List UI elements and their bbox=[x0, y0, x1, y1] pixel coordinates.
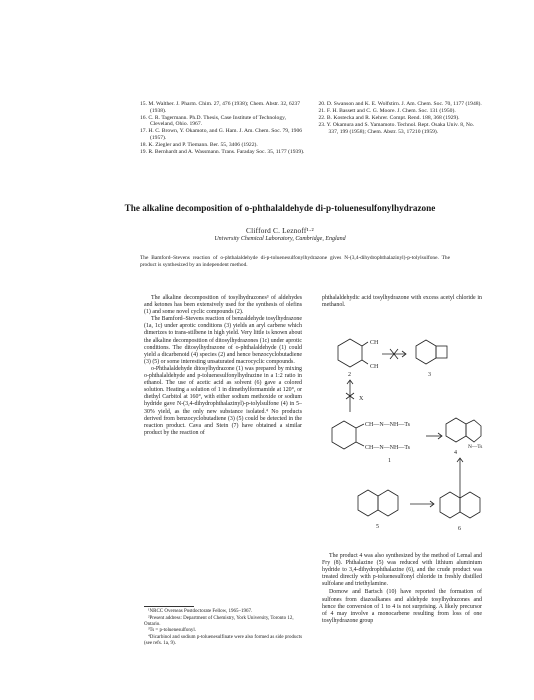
compound-label: CH bbox=[370, 340, 379, 346]
references-block bbox=[140, 101, 485, 156]
footnote: ¹NRCC Overseas Postdoctorate Fellow, 1965–1967. bbox=[148, 609, 253, 614]
benzene-ring-4 bbox=[446, 418, 466, 442]
reference-item: 17. H. C. Brown, Y. Okamoto, and G. Ham. J. Am. Chem. Soc. 79, 1906 (1957). bbox=[140, 128, 304, 141]
compound-label: CH bbox=[370, 364, 379, 370]
compound-label: CH—N—NH—Ts bbox=[365, 422, 410, 428]
reference-item: 19. R. Bernhardt and A. Wassmann. Trans. Faraday Soc. 35, 1177 (1939). bbox=[140, 148, 305, 155]
body-right-column-top bbox=[322, 295, 482, 309]
body-paragraph: phthalaldehydic acid tosylhydrazone with excess acetyl chloride in methanol. bbox=[322, 295, 482, 309]
article-title: The alkaline decomposition of o-phthalaldehyde di-p-toluenesulfonylhydrazone bbox=[124, 203, 436, 213]
compound-number: 5 bbox=[376, 524, 379, 530]
body-paragraph: The alkaline decomposition of tosylhydrazones³ of aldehydes and ketones has been extensively used for the synthesis of olefins (1) and some novel cyclic compounds (2). bbox=[144, 295, 302, 316]
abstract: The Bamford–Stevens reaction of o-phthalaldehyde di-p-toluenesulfonylhydrazone gives N-(3,4-dihydrophthalazinyl)-p-tolylsulfone. The product is synthesized by an independent method. bbox=[140, 255, 450, 268]
compound-label: N—Ts bbox=[468, 444, 483, 450]
benzene-ring-2 bbox=[338, 339, 362, 367]
body-paragraph: o-Phthalaldehyde ditosylhydrazone (1) was prepared by mixing o-phthalaldehyde and p-toluenesulfonylhydrazine in a 1:2 ratio in ethanol. The use of acetic acid as solvent (6) gave a colored solution. Heating a solution of 1 in dimethylformamide at 120°, or diethyl Carbitol at 160°, with either sodium methoxide or sodium hydride gave N-(3,4-dihydrophthalazinyl)-p-tolylsulfone (4) in 5–30% yield, as the only new substance isolated.⁴ No products derived from benzocyclobutadiene (3) (5) could be detected in the reaction product. Cava and Stein (7) have obtained a similar product by the reaction of bbox=[144, 365, 302, 436]
compound-number: 1 bbox=[388, 458, 391, 464]
benzene-ring-5 bbox=[358, 490, 378, 516]
reference-item: 21. F. H. Bassett and C. G. Moore. J. Chem. Soc. 131 (1950). bbox=[318, 107, 456, 114]
compound-label: CH—N—NH—Ts bbox=[365, 445, 410, 451]
reference-item: 16. C. R. Tagermann. Ph.D. Thesis, Case Institute of Technology, Cleveland, Ohio. 1967. bbox=[140, 114, 288, 128]
body-paragraph: The Bamford–Stevens reaction of benzaldehyde tosylhydrazone (1a, 1c) under aprotic conditions (3) yields an aryl carbene which dimerizes to trans-stilbene in high yield. Very little is known about the alkaline decomposition of ditosylhydrazones (1c) under aprotic conditions. The ditosylhydrazone of o-phthalaldehyde (1) could yield a dicarbenoid (4) species (2) and hence benzocyclobutadiene (3) (5) or some interesting unsaturated macrocyclic compounds. bbox=[144, 316, 302, 365]
reference-item: 15. M. Walther. J. Pharm. Chim. 27, 476 (1938); Chem. Abstr. 32, 6237 (1938). bbox=[140, 101, 302, 114]
reference-item: 18. K. Ziegler and P. Tiemann. Ber. 55, 3406 (1922). bbox=[140, 141, 258, 148]
reference-item: 20. D. Swanson and K. E. Wolfstirn. J. Am. Chem. Soc. 70, 1177 (1948). bbox=[318, 101, 482, 107]
compound-label: X bbox=[359, 396, 364, 402]
footnote: ²Present address: Department of Chemistry, York University, Toronto 12, Ontario. bbox=[144, 615, 294, 627]
body-paragraph: Dornow and Bartsch (10) have reported the formation of sulfones from diazoalkanes and aldehyde tosylhydrazones and hence the conversion of 1 to 4 is not surprising. A likely precursor of 4 may involve a monocarbene resulting from loss of one tosylhydrazone group bbox=[322, 589, 482, 624]
footnote: ⁴Dicarbinol and sodium p-toluenesulfinate were also formed as side products (see refs. 1a, 9). bbox=[144, 634, 303, 646]
benzene-ring-6 bbox=[440, 492, 460, 518]
reference-item: 23. Y. Okamura and S. Yamamoto. Technol. Rept. Osaka Univ. 8, No. 337, 199 (1958); Chem. Abstr. 53, 17210 (1959). bbox=[318, 121, 476, 135]
compound-number: 4 bbox=[454, 450, 457, 456]
references-left-column bbox=[140, 101, 307, 156]
author-name: Clifford C. Leznoff¹·² bbox=[246, 226, 314, 235]
footnote-rule bbox=[144, 606, 194, 607]
footnotes bbox=[144, 609, 304, 647]
author-affiliation: University Chemical Laboratory, Cambridge, England bbox=[214, 236, 346, 242]
body-paragraph: The product 4 was also synthesized by the method of Lemal and Fry (8). Phthalazine (5) was reduced with lithium aluminium hydride to 3,4-dihydrophthalazine (6), and the crude product was treated directly with p-toluenesulfonyl chloride in freshly distilled sulfolane and triethylamine. bbox=[322, 553, 482, 588]
compound-number: 6 bbox=[458, 526, 461, 532]
footnote: ³Ts = p-toluenesulfonyl. bbox=[148, 628, 196, 633]
references-right-column bbox=[319, 101, 486, 156]
benzene-ring-3 bbox=[416, 340, 436, 364]
reaction-scheme bbox=[318, 316, 488, 548]
body-right-column-lower bbox=[322, 553, 482, 626]
benzene-ring-1 bbox=[332, 421, 356, 449]
reference-item: 22. B. Kostecka and R. Kehrer. Compt. Rend. 188, 368 (1929). bbox=[318, 114, 460, 121]
compound-number: 3 bbox=[428, 372, 431, 378]
body-left-column bbox=[144, 295, 302, 437]
compound-number: 2 bbox=[348, 372, 351, 378]
